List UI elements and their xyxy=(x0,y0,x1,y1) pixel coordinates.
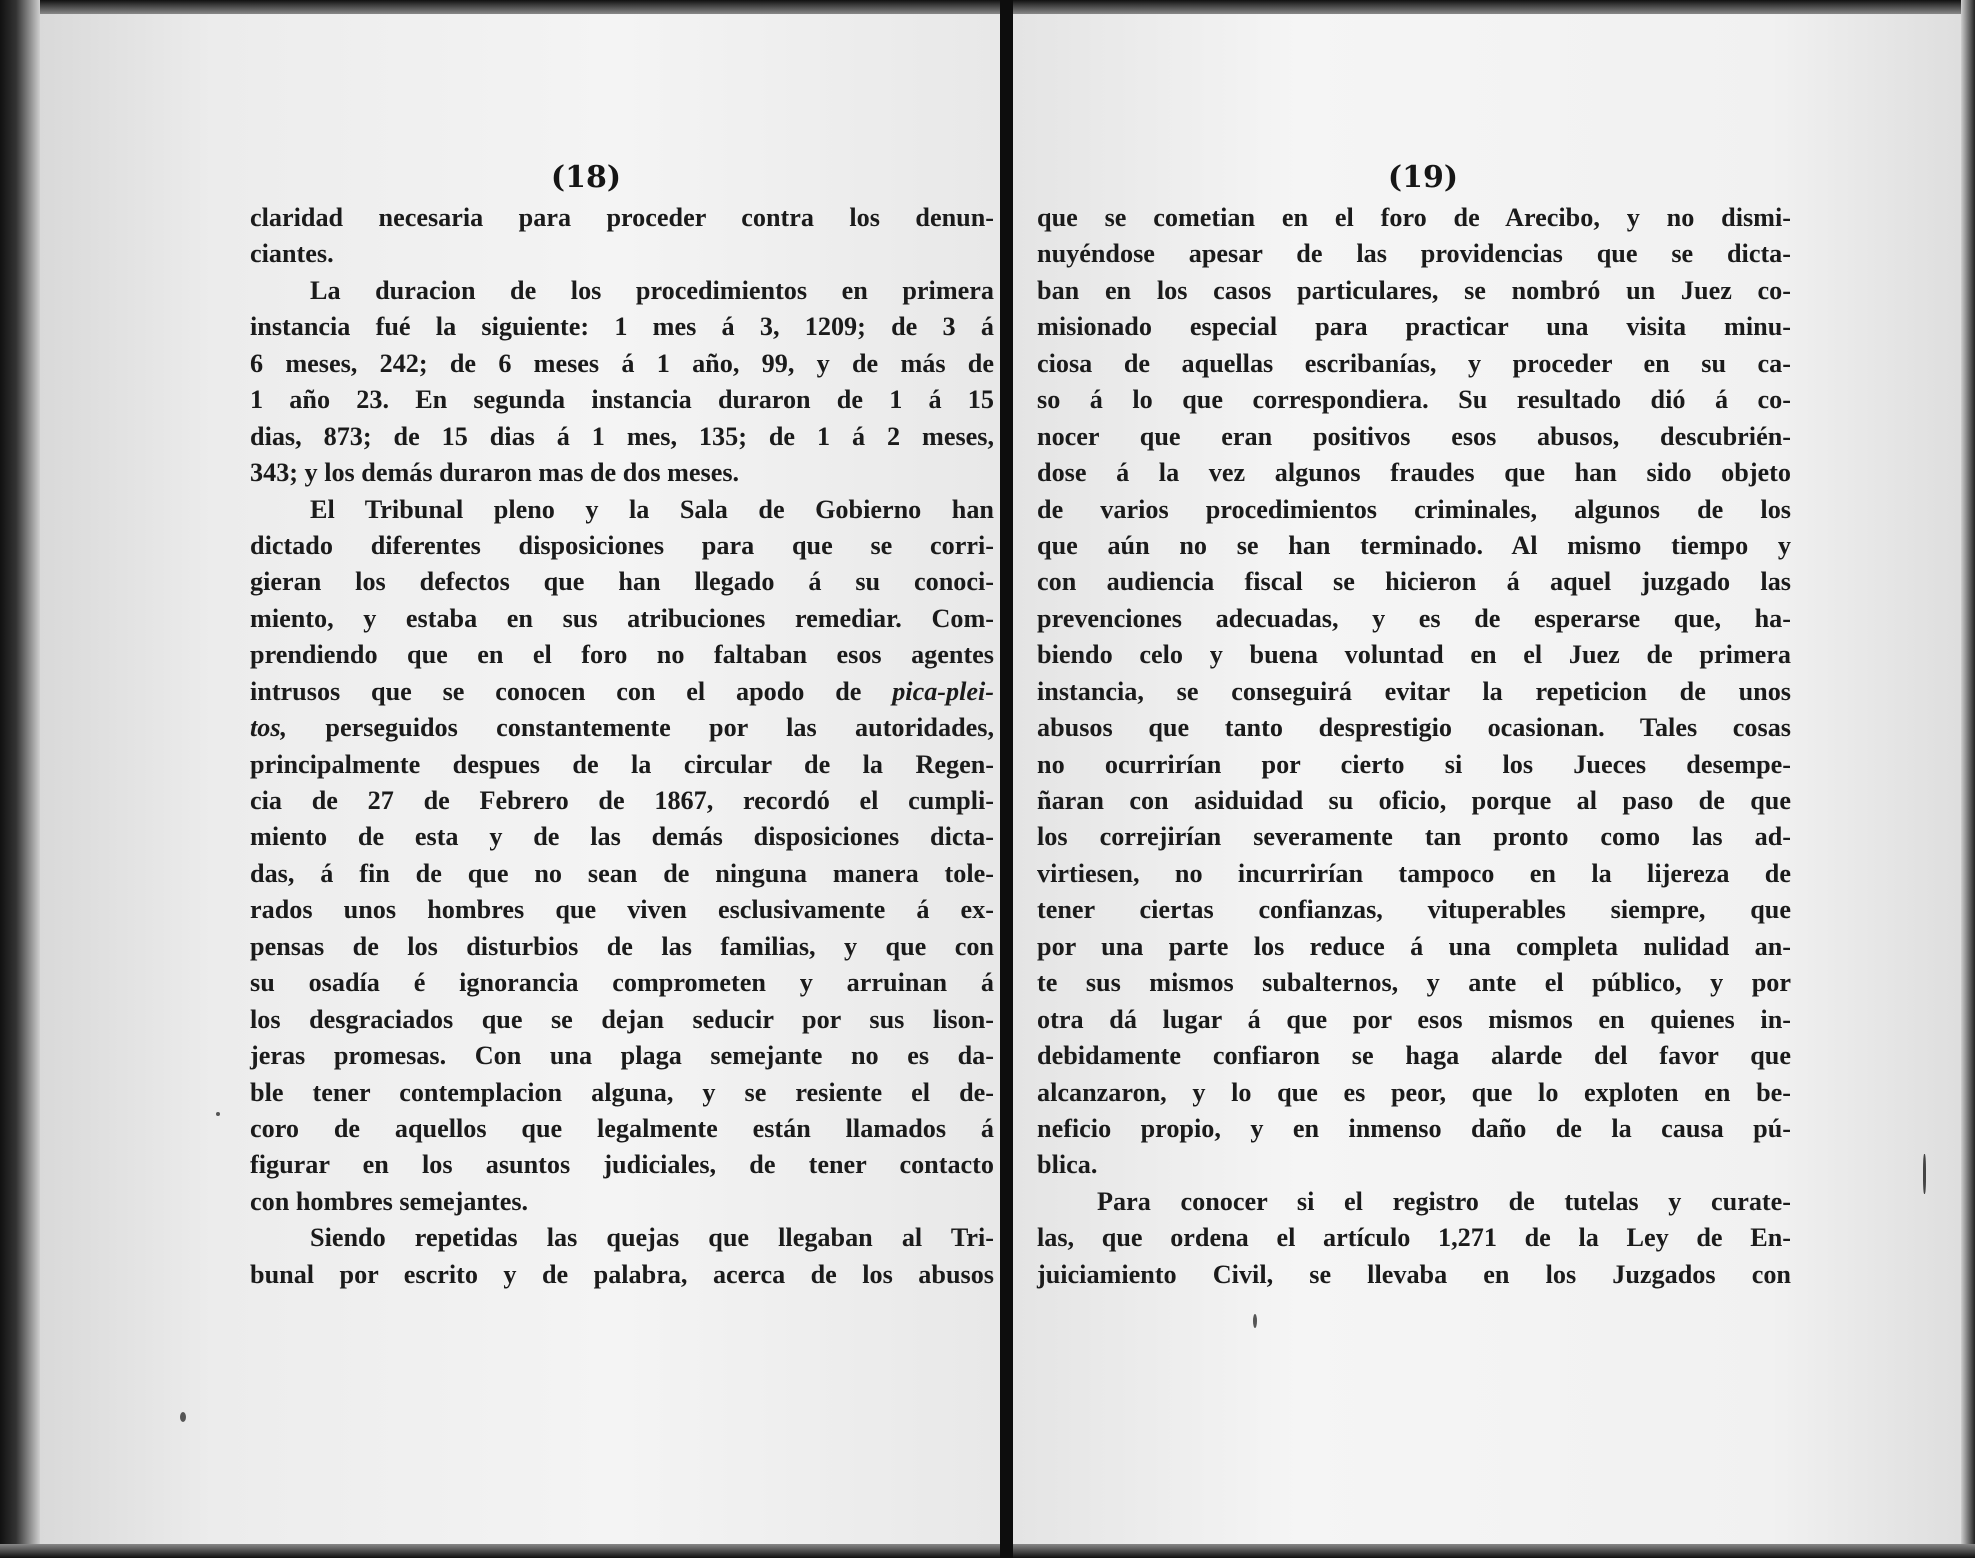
text-line: los desgraciados que se dejan seducir por sus lison- xyxy=(250,1004,994,1034)
text-line: das, á fin de que no sean de ninguna manera tole- xyxy=(250,858,994,888)
text-line: dose á la vez algunos fraudes que han sido objeto xyxy=(1037,458,1791,488)
text-line: neficio propio, y en inmenso daño de la causa pú- xyxy=(1037,1113,1791,1143)
text-line: gieran los defectos que han llegado á su conoci- xyxy=(250,567,994,597)
text-line: con hombres semejantes. xyxy=(250,1186,529,1216)
text-line: su osadía é ignorancia comprometen y arruinan á xyxy=(250,968,994,998)
text-line: 343; y los demás duraron mas de dos meses. xyxy=(250,458,740,488)
text-line: intrusos que se conocen con el apodo de pica-plei- xyxy=(250,676,994,706)
text-line: prevenciones adecuadas, y es de esperarse que, ha- xyxy=(1037,603,1791,633)
scan-frame-bottom xyxy=(0,1544,1975,1558)
italic-term: pica-plei- xyxy=(892,676,994,706)
body-text xyxy=(1037,200,1791,1293)
ink-speck xyxy=(216,1112,220,1116)
text-line: ñaran con asiduidad su oficio, porque al paso de que xyxy=(1037,786,1791,815)
text-line: miento, y estaba en sus atribuciones remediar. Com- xyxy=(250,603,994,633)
text-line: debidamente confiaron se haga alarde del favor que xyxy=(1037,1041,1791,1071)
text-line: virtiesen, no incurrirían tampoco en la lijereza de xyxy=(1037,858,1791,888)
text-line: te sus mismos subalternos, y ante el público, y por xyxy=(1037,968,1791,998)
text-line: prendiendo que en el foro no faltaban esos agentes xyxy=(250,640,994,670)
text-line: ciantes. xyxy=(250,239,334,269)
page-number: (18) xyxy=(550,160,622,195)
text-line: rados unos hombres que viven esclusivamente á ex- xyxy=(250,895,994,925)
text-line: con audiencia fiscal se hicieron á aquel juzgado las xyxy=(1037,567,1791,597)
text-line: biendo celo y buena voluntad en el Juez de primera xyxy=(1037,640,1791,670)
text-line: alcanzaron, y lo que es peor, que lo exploten en be- xyxy=(1037,1077,1791,1107)
text-line: so á lo que correspondiera. Su resultado dió á co- xyxy=(1037,385,1791,415)
left-page xyxy=(40,14,1000,1544)
text-line: pensas de los disturbios de las familias, y que con xyxy=(250,931,994,961)
text-line: ban en los casos particulares, se nombró un Juez co- xyxy=(1037,275,1791,305)
text-line: dias, 873; de 15 dias á 1 mes, 135; de 1 á 2 meses, xyxy=(250,421,994,451)
text-line: 6 meses, 242; de 6 meses á 1 año, 99, y de más de xyxy=(250,348,994,378)
text-line: cia de 27 de Febrero de 1867, recordó el cumpli- xyxy=(250,786,994,815)
body-text xyxy=(250,200,994,1293)
text-line: 1 año 23. En segunda instancia duraron de 1 á 15 xyxy=(250,385,994,415)
text-line: que aún no se han terminado. Al mismo tiempo y xyxy=(1037,530,1791,560)
text-line: La duracion de los procedimientos en primera xyxy=(310,275,994,305)
scan-frame-right xyxy=(1961,0,1975,1558)
text-line: dictado diferentes disposiciones para que se corri- xyxy=(250,530,994,560)
ink-speck xyxy=(1253,1314,1257,1328)
text-line: abusos que tanto desprestigio ocasionan. Tales cosas xyxy=(1037,713,1791,743)
text-line: instancia fué la siguiente: 1 mes á 3, 1209; de 3 á xyxy=(250,312,994,342)
text-line: tos, perseguidos constantemente por las autoridades, xyxy=(250,713,994,743)
text-line: instancia, se conseguirá evitar la repeticion de unos xyxy=(1037,676,1791,706)
text-line: jeras promesas. Con una plaga semejante no es da- xyxy=(250,1041,994,1071)
text-line: no ocurrirían por cierto si los Jueces desempe- xyxy=(1037,749,1791,779)
text-line: de varios procedimientos criminales, algunos de los xyxy=(1037,494,1791,524)
italic-term: tos, xyxy=(250,713,288,743)
text-line: ciosa de aquellas escribanías, y proceder en su ca- xyxy=(1037,348,1791,378)
text-line: principalmente despues de la circular de la Regen- xyxy=(250,749,994,779)
text-line: por una parte los reduce á una completa nulidad an- xyxy=(1037,931,1791,961)
scan-frame-top xyxy=(0,0,1975,14)
text-line: nocer que eran positivos esos abusos, descubrién- xyxy=(1037,421,1791,451)
text-line: las, que ordena el artículo 1,271 de la Ley de En- xyxy=(1037,1223,1791,1253)
text-line: nuyéndose apesar de las providencias que se dicta- xyxy=(1037,239,1791,269)
text-line: los correjirían severamente tan pronto como las ad- xyxy=(1037,822,1791,852)
text-line: Siendo repetidas las quejas que llegaban al Tri- xyxy=(310,1223,994,1253)
text-line: claridad necesaria para proceder contra los denun- xyxy=(250,203,994,232)
text-line: que se cometian en el foro de Arecibo, y no dismi- xyxy=(1037,203,1791,232)
text-line: juiciamiento Civil, se llevaba en los Juzgados con xyxy=(1037,1259,1791,1289)
text-line: tener ciertas confianzas, vituperables siempre, que xyxy=(1037,895,1791,925)
text-line: Para conocer si el registro de tutelas y curate- xyxy=(1097,1186,1791,1216)
ink-speck xyxy=(180,1412,186,1422)
text-line: coro de aquellos que legalmente están llamados á xyxy=(250,1113,994,1143)
right-page xyxy=(1013,14,1961,1544)
book-gutter xyxy=(1000,0,1013,1558)
margin-mark xyxy=(1923,1154,1926,1194)
text-line: ble tener contemplacion alguna, y se resiente el de- xyxy=(250,1077,994,1107)
text-line: bunal por escrito y de palabra, acerca de los abusos xyxy=(250,1259,994,1289)
text-line: El Tribunal pleno y la Sala de Gobierno han xyxy=(310,494,994,524)
text-line: otra dá lugar á que por esos mismos en quienes in- xyxy=(1037,1004,1791,1034)
text-line: blica. xyxy=(1037,1150,1098,1180)
page-number: (19) xyxy=(1387,160,1459,195)
text-line: miento de esta y de las demás disposiciones dicta- xyxy=(250,822,994,852)
text-line: misionado especial para practicar una visita minu- xyxy=(1037,312,1791,342)
scan-frame-left xyxy=(0,0,40,1558)
text-line: figurar en los asuntos judiciales, de tener contacto xyxy=(250,1150,994,1180)
